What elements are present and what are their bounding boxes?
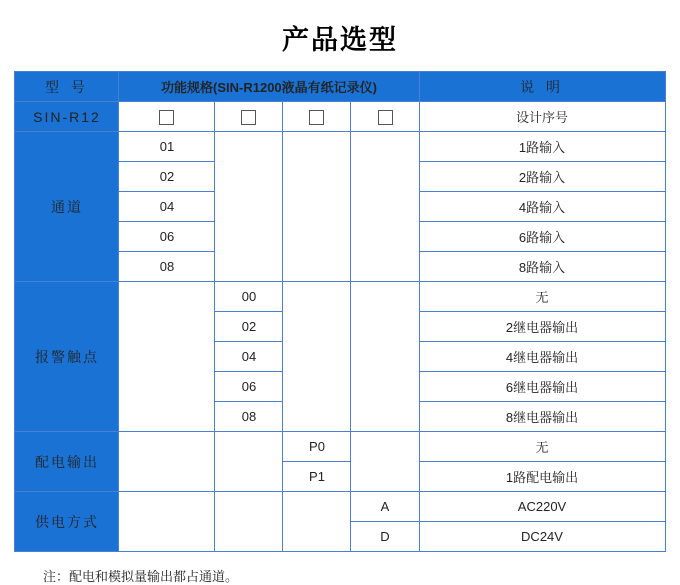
channel-code-5: 08 [119,252,215,282]
table-row [15,432,665,462]
channel-code-1: 01 [119,132,215,162]
checkbox-3-icon[interactable] [309,110,324,125]
supply-mode-spacer-2 [215,492,283,552]
power-output-spacer-2 [215,432,283,492]
channel-code-2: 02 [119,162,215,192]
alarm-desc-2: 2继电器输出 [419,312,665,342]
header-description: 说 明 [419,72,665,102]
supply-mode-desc-1: AC220V [419,492,665,522]
model-checkbox-cell-3 [283,102,351,132]
channel-desc-3: 4路输入 [419,192,665,222]
alarm-code-5: 08 [215,402,283,432]
alarm-spacer-2 [283,282,351,432]
channel-code-3: 04 [119,192,215,222]
supply-mode-spacer-3 [283,492,351,552]
table-header-row [15,72,665,102]
channel-spacer-2 [283,132,351,282]
page-title: 产品选型 [282,25,398,55]
power-output-spacer-3 [351,432,419,492]
product-selection-table [14,71,665,552]
table-row [15,492,665,522]
power-output-desc-2: 1路配电输出 [419,462,665,492]
channel-desc-4: 6路输入 [419,222,665,252]
checkbox-2-icon[interactable] [241,110,256,125]
footnote: 注：配电和模拟量输出都占通道。 [43,569,239,584]
supply-mode-spacer-1 [119,492,215,552]
group-label-supply-mode: 供电方式 [15,492,119,552]
alarm-desc-1: 无 [419,282,665,312]
alarm-code-3: 04 [215,342,283,372]
channel-spacer-3 [351,132,419,282]
supply-mode-code-1: A [351,492,419,522]
alarm-desc-4: 6继电器输出 [419,372,665,402]
alarm-spacer-3 [351,282,419,432]
checkbox-1-icon[interactable] [159,110,174,125]
power-output-desc-1: 无 [419,432,665,462]
power-output-spacer-1 [119,432,215,492]
channel-code-4: 06 [119,222,215,252]
supply-mode-desc-2: DC24V [419,522,665,552]
power-output-code-1: P0 [283,432,351,462]
table-row [15,282,665,312]
channel-desc-2: 2路输入 [419,162,665,192]
alarm-code-2: 02 [215,312,283,342]
model-description: 设计序号 [419,102,665,132]
channel-desc-5: 8路输入 [419,252,665,282]
alarm-desc-3: 4继电器输出 [419,342,665,372]
group-label-alarm: 报警触点 [15,282,119,432]
group-label-power-output: 配电输出 [15,432,119,492]
alarm-code-1: 00 [215,282,283,312]
channel-desc-1: 1路输入 [419,132,665,162]
group-label-channel: 通道 [15,132,119,282]
supply-mode-code-2: D [351,522,419,552]
checkbox-4-icon[interactable] [378,110,393,125]
model-checkbox-cell-4 [351,102,419,132]
alarm-spacer-1 [119,282,215,432]
alarm-code-4: 06 [215,372,283,402]
header-spec: 功能规格(SIN-R1200液晶有纸记录仪) [119,72,419,102]
alarm-desc-5: 8继电器输出 [419,402,665,432]
table-row [15,132,665,162]
model-checkbox-cell-2 [215,102,283,132]
model-code-label: SIN-R12 [15,102,119,132]
table-row-model [15,102,665,132]
power-output-code-2: P1 [283,462,351,492]
channel-spacer-1 [215,132,283,282]
header-model: 型 号 [15,72,119,102]
model-checkbox-cell-1 [119,102,215,132]
